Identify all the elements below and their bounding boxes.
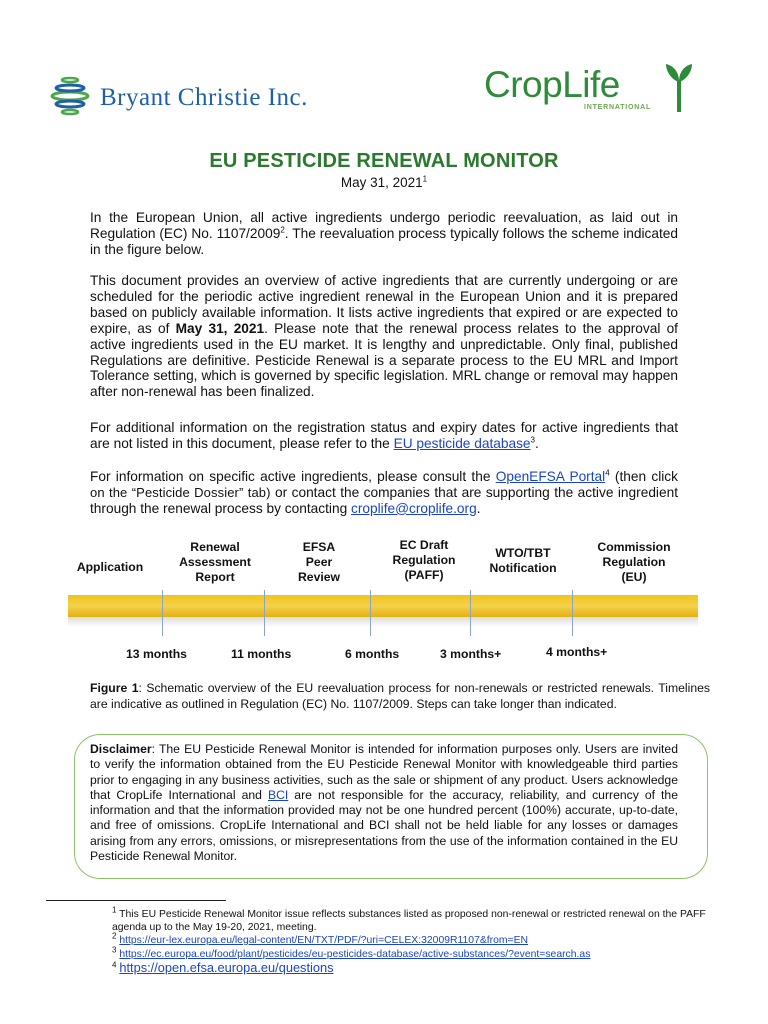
step-ec-draft: EC Draft Regulation (PAFF)	[392, 538, 456, 582]
step-renewal-assessment: Renewal Assessment Report	[179, 540, 251, 584]
step-efsa-review: EFSA Peer Review	[297, 540, 340, 584]
timeline-tick	[370, 590, 371, 636]
croplife-subtitle: INTERNATIONAL	[584, 104, 652, 111]
bryant-christie-logo	[48, 74, 348, 118]
footnote-2-link[interactable]: https://eur-lex.europa.eu/legal-content/EN/TXT/PDF/?uri=CELEX:32009R1107&from=EN	[119, 935, 529, 946]
footnote-3: $^3$ https://ec.europa.eu/food/plant/pesticides/eu-pesticides-database/active-substances/?event=search.as	[112, 945, 591, 960]
disclaimer-text: Disclaimer: The EU Pesticide Renewal Monitor is intended for information purposes only. Users are invited to verify the information obtained from the EU Pesticide Renewal Monitor with knowledgeable third parties prior to engaging in any business activities, such as the sale or shipment of any product. Users acknowledge that CropLife International and BCI are not responsible for the accuracy, reliability, and currency of the information and that the information provided may not be one hundred percent (100%) accurate, up-to-date, and free of omissions. CropLife International and BCI shall not be held liable for any losses or damages arising from any errors, omissions, or misrepresentations from the use of the information contained in the EU Pesticide Renewal Monitor.	[90, 742, 678, 864]
report-date: May 31, 2021$^1$	[340, 174, 428, 190]
step-commission-regulation: Commission Regulation (EU)	[597, 540, 671, 584]
croplife-email-link[interactable]: croplife@croplife.org	[350, 500, 477, 516]
footnote-4: $^4$ https://open.efsa.europa.eu/questions	[112, 960, 334, 975]
overview-paragraph: This document provides an overview of active ingredients that are currently undergoing or are scheduled for the periodic active ingredient renewal in the European Union and it is prepared based on publicly available information. It lists active ingredients that expired or are expected to expire, as of May 31, 2021. Please note that the renewal process relates to the approval of active ingredients used in the EU market. It is lengthy and unpredictable. Only final, published Regulations are definitive. Pesticide Renewal is a separate process to the EU MRL and Import Tolerance setting, which is governed by specific legislation. MRL change or removal may happen after non-renewal has been finalized.	[90, 273, 678, 400]
intro-paragraph: In the European Union, all active ingredients undergo periodic reevaluation, as laid out in Regulation (EC) No. 1107/2009$^2$. The reevaluation process typically follows the scheme indicated in the figure below.	[90, 210, 679, 257]
timeline-tick	[572, 590, 573, 636]
page-title: EU PESTICIDE RENEWAL MONITOR	[209, 150, 559, 172]
timeline-tick	[264, 590, 265, 636]
footnote-divider	[46, 900, 226, 901]
footnote-4-link[interactable]: https://open.efsa.europa.eu/questions	[119, 960, 334, 975]
footnote-1: $^1$ This EU Pesticide Renewal Monitor issue reflects substances listed as proposed non-renewal or restricted renewal on the PAFF agenda up to the May 19-20, 2021, meeting.	[112, 905, 706, 933]
database-paragraph: For additional information on the registration status and expiry dates for active ingredients that are not listed in this document, please refer to the EU pesticide database$^3$.	[90, 420, 678, 451]
footnote-3-link[interactable]: https://ec.europa.eu/food/plant/pesticides/eu-pesticides-database/active-substances/?event=search.as	[119, 949, 591, 960]
eu-pesticide-database-link[interactable]: EU pesticide database	[393, 435, 531, 451]
contact-paragraph: For information on specific active ingredients, please consult the OpenEFSA Portal$^4$ (then click on the “Pesticide Dossier” tab) or contact the companies that are supporting the active ingredient through the renewal process by contacting croplife@croplife.org.	[90, 468, 679, 516]
timeline-tick	[162, 590, 163, 636]
footnote-2: $^2$ https://eur-lex.europa.eu/legal-content/EN/TXT/PDF/?uri=CELEX:32009R1107&from=EN	[112, 931, 529, 946]
bryant-christie-wordmark: Bryant Christie Inc.	[100, 84, 308, 111]
sprout-icon	[664, 62, 694, 112]
timeline-tick	[470, 590, 471, 636]
step-wto-tbt: WTO/TBT Notification	[489, 546, 557, 575]
globe-icon	[48, 74, 96, 118]
openefsa-portal-link[interactable]: OpenEFSA Portal	[495, 469, 606, 484]
figure-caption: Figure 1: Schematic overview of the EU reevaluation process for non-renewals or restricted renewals. Timelines are indicative as outlined in Regulation (EC) No. 1107/2009. Steps can take longer than indicated.	[90, 681, 710, 711]
croplife-logo	[468, 48, 708, 124]
duration-label: 6 months	[345, 647, 400, 661]
step-application: Application	[76, 560, 144, 574]
bci-link[interactable]: BCI	[267, 787, 289, 802]
duration-label: 3 months+	[440, 647, 502, 661]
duration-label: 13 months	[126, 647, 187, 661]
duration-label: 11 months	[231, 647, 292, 661]
croplife-wordmark: CropLife	[484, 64, 620, 105]
duration-label: 4 months+	[546, 645, 608, 659]
